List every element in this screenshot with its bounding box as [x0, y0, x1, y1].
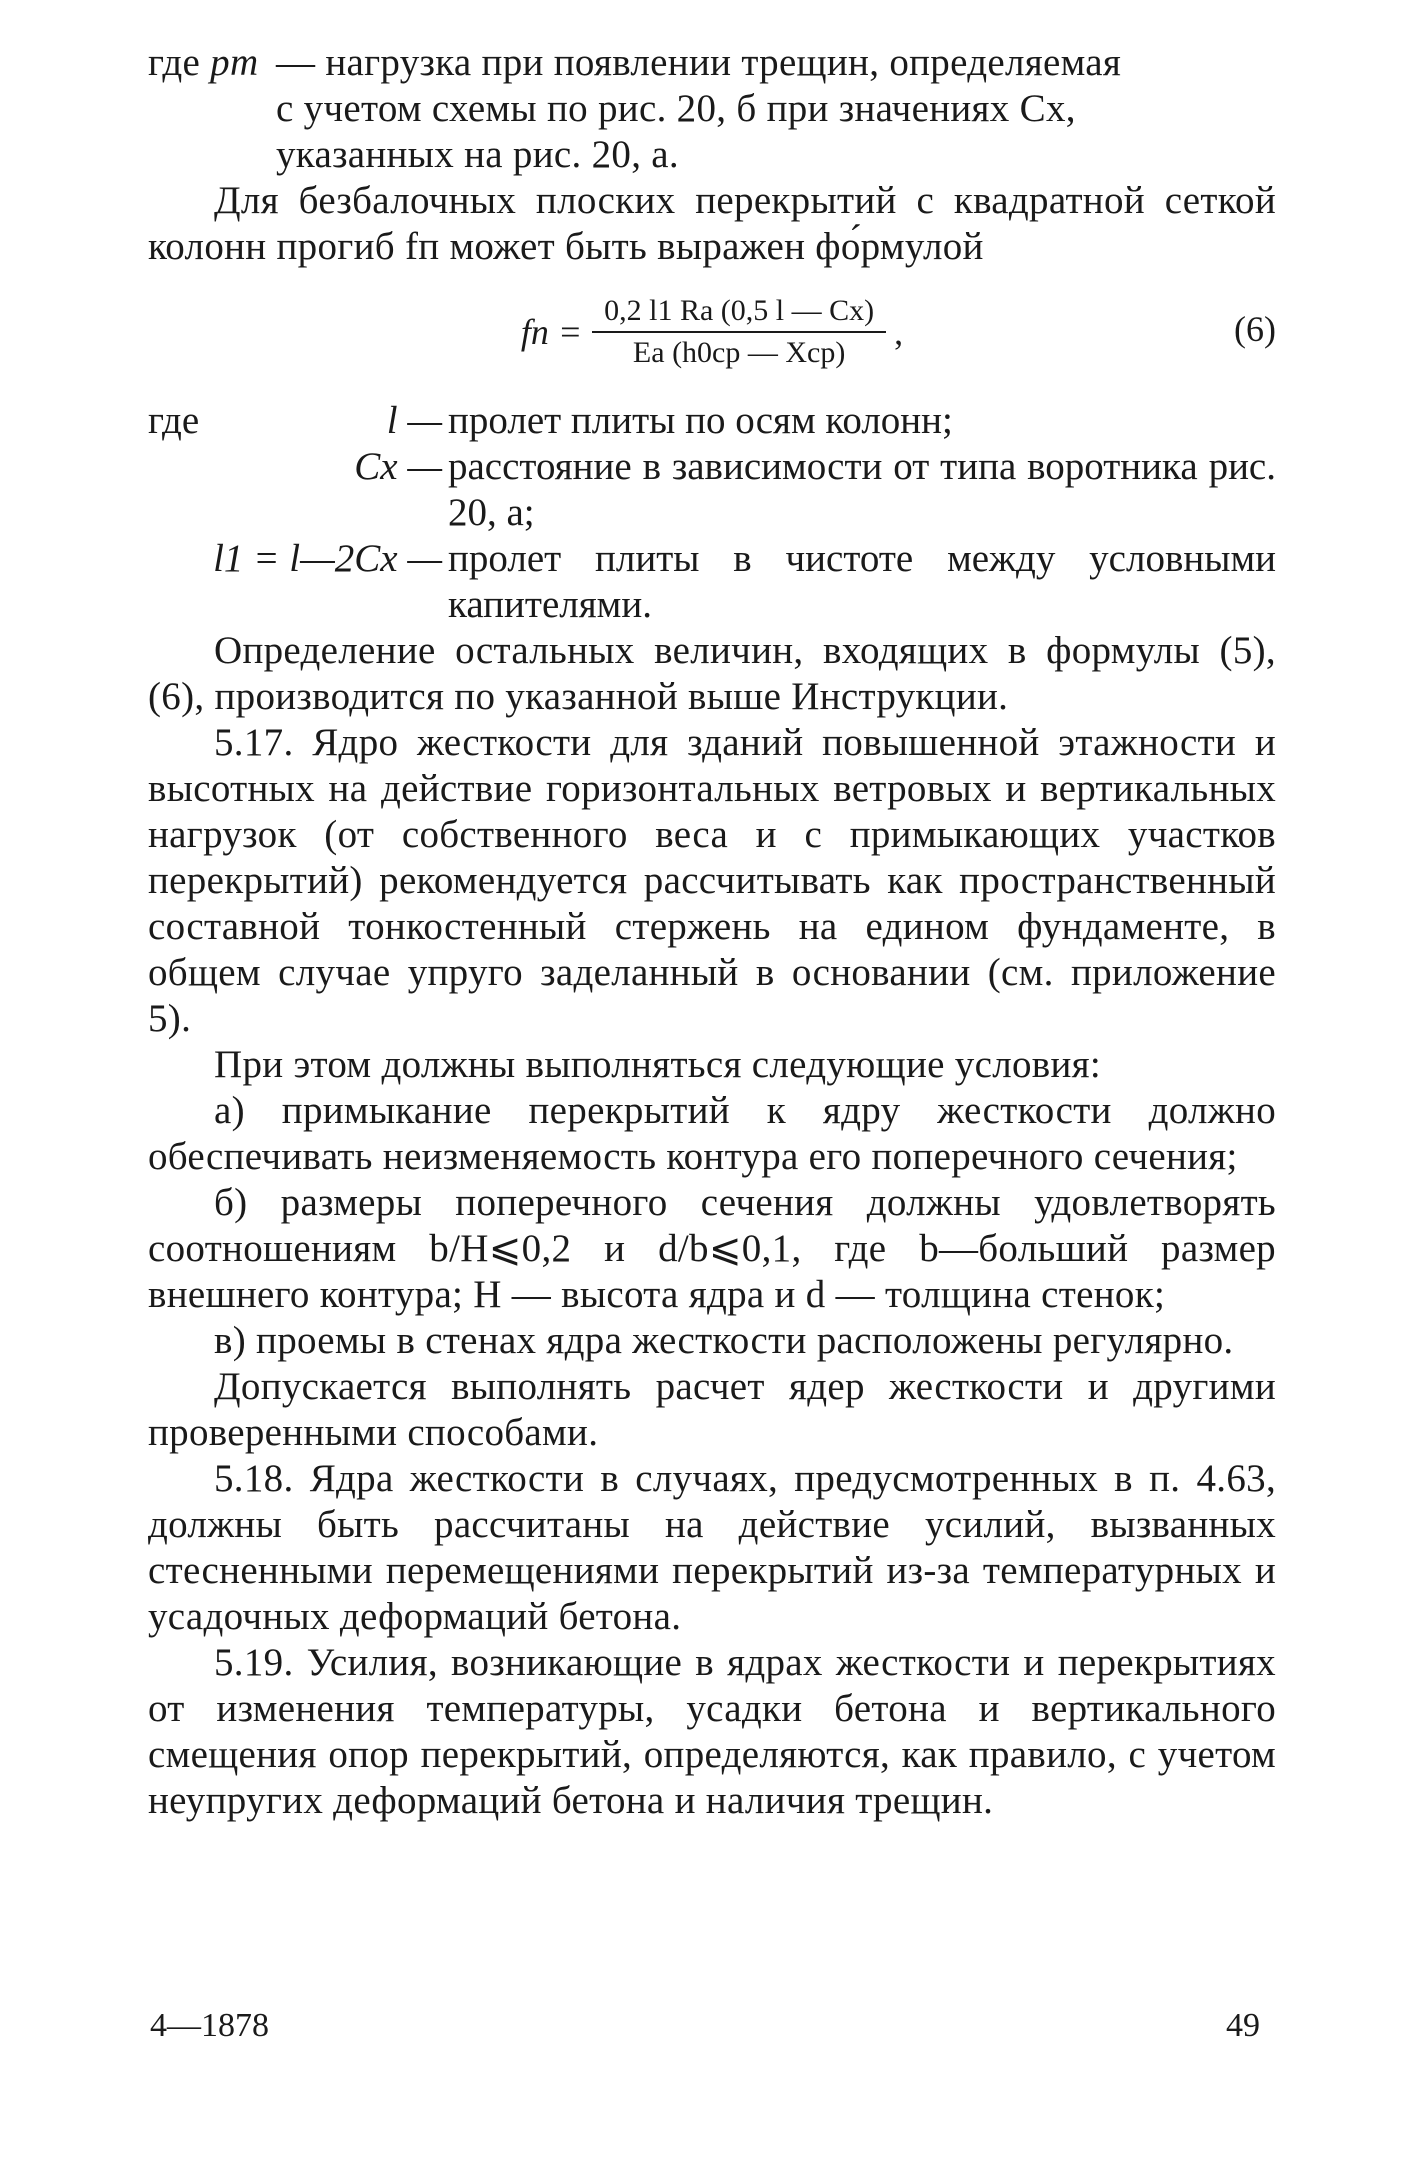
where-list-label: где — [148, 399, 200, 442]
condition-a: а) примыкание перекрытий к ядру жесткости должно обеспечивать неизменяемость контура его поперечного сечения; — [148, 1089, 1276, 1178]
paragraph-allowance: Допускается выполнять расчет ядер жесткости и другими проверенными способами. — [148, 1365, 1276, 1454]
where-item-3 — [148, 536, 1276, 628]
formula-comma: , — [894, 312, 904, 352]
paragraph-5-18: 5.18. Ядра жесткости в случаях, предусмотренных в п. 4.63, должны быть рассчитаны на действие усилий, вызванных стесненными перемещениями перекрытий из-за температурных и усадочных деформаций бетона. — [148, 1457, 1276, 1638]
paragraph-5-17: 5.17. Ядро жесткости для зданий повышенной этажности и высотных на действие горизонтальных ветровых и вертикальных нагрузок (от собственного веса и с примыкающих участков перекрытий) рекомендуется рассчитывать как пространственный составной тонкостенный стержень на едином фундаменте, в общем случае упруго заделанный в основании (см. приложение 5). — [148, 721, 1276, 1040]
formula-lhs: fп = — [520, 312, 583, 352]
intro-where-block — [148, 40, 1276, 178]
where-item-symbol: l1 = l—2Cx — — [213, 537, 442, 580]
paragraph-5-19: 5.19. Усилия, возникающие в ядрах жесткости и перекрытиях от изменения температуры, усадки бетона и вертикального смещения опор перекрытий, определяются, как правило, с учетом неупругих деформаций бетона и наличия трещин. — [148, 1641, 1276, 1822]
text-column — [148, 40, 1276, 1824]
condition-v: в) проемы в стенах ядра жесткости расположены регулярно. — [214, 1319, 1234, 1362]
formula-denominator: Ea (h0ср — Xср) — [632, 336, 846, 369]
where-item-definition: расстояние в зависимости от типа воротника рис. 20, а; — [448, 445, 1276, 534]
intro-definition — [276, 40, 1276, 178]
where-item-definition: пролет плиты в чистоте между условными капителями. — [448, 537, 1276, 626]
intro-line-3: указанных на рис. 20, а. — [276, 133, 679, 176]
where-item-symbol: l — — [386, 399, 442, 442]
paragraph-flat-slab: Для безбалочных плоских перекрытий с квадратной сеткой колонн прогиб fп может быть выражен фо́рмулой — [148, 179, 1276, 268]
page-footer — [150, 2007, 1260, 2045]
where-item-definition: пролет плиты по осям колонн; — [448, 399, 953, 442]
page-number: 49 — [1226, 2007, 1260, 2044]
intro-where-label: где pт — [148, 41, 259, 84]
where-list — [148, 398, 1276, 628]
where-item-symbol: Cx — — [354, 445, 442, 488]
formula-6 — [148, 272, 1276, 392]
intro-line-2: с учетом схемы по рис. 20, б при значениях Cx, — [276, 87, 1076, 130]
condition-b: б) размеры поперечного сечения должны удовлетворять соотношениям b/H⩽0,2 и d/b⩽0,1, где b—больший размер внешнего контура; H — высота ядра и d — толщина стенок; — [148, 1181, 1276, 1316]
formula-numerator: 0,2 l1 Ra (0,5 l — Cx) — [604, 294, 875, 327]
paragraph-definition: Определение остальных величин, входящих в формулы (5), (6), производится по указанной выше Инструкции. — [148, 629, 1276, 718]
where-item-2 — [148, 444, 1276, 536]
footer-signature: 4—1878 — [150, 2007, 269, 2044]
formula-number: (6) — [1234, 309, 1276, 349]
intro-line-1: — нагрузка при появлении трещин, определяемая — [276, 41, 1122, 84]
paragraph-conditions: При этом должны выполняться следующие условия: — [214, 1043, 1102, 1086]
formula-fraction — [592, 291, 886, 373]
